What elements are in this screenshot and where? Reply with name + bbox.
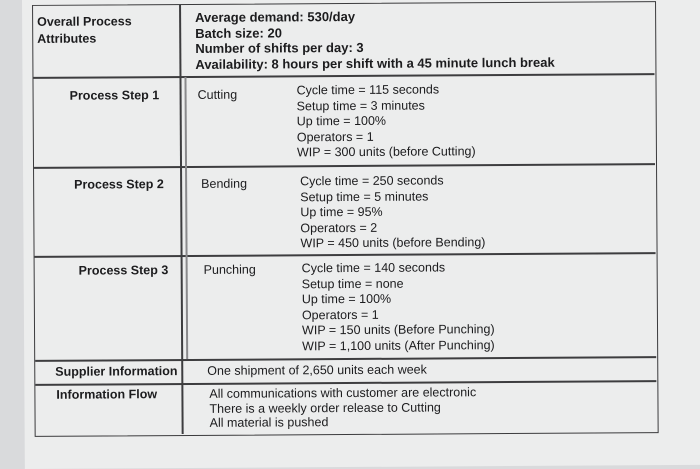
process-attributes-table — [32, 1, 659, 437]
step-2-details — [300, 173, 485, 252]
batch-size: Batch size: 20 — [195, 24, 282, 41]
step-3-wip-before: WIP = 150 units (Before Punching) — [301, 322, 495, 338]
step-2-setup-time: Setup time = 5 minutes — [300, 189, 429, 204]
overall-label-line2: Attributes — [37, 31, 97, 46]
step-3-wip-after: WIP = 1,100 units (After Punching) — [302, 337, 495, 353]
availability: Availability: 8 hours per shift with a 45 minute lunch break — [195, 54, 555, 72]
overall-attributes — [195, 8, 555, 72]
row-divider — [35, 356, 656, 361]
info-flow-line-1: All communications with customer are electronic — [209, 385, 477, 401]
column-divider — [179, 5, 183, 434]
step-1-up-time: Up time = 100% — [296, 113, 387, 129]
shifts-per-day: Number of shifts per day: 3 — [195, 39, 364, 56]
step-1-setup-time: Setup time = 3 minutes — [296, 98, 425, 113]
supplier-text: One shipment of 2,650 units each week — [207, 362, 427, 378]
step-1-wip: WIP = 300 units (before Cutting) — [296, 144, 476, 160]
info-flow-label: Information Flow — [56, 387, 158, 402]
step-2-cycle-time: Cycle time = 250 seconds — [300, 173, 444, 189]
step-1-label: Process Step 1 — [69, 88, 160, 103]
row-divider — [35, 380, 656, 385]
step-3-setup-time: Setup time = none — [301, 276, 404, 291]
supplier-label: Supplier Information — [55, 364, 178, 379]
step-3-up-time: Up time = 100% — [301, 291, 392, 307]
step-3-operators: Operators = 1 — [301, 307, 379, 322]
step-2-wip: WIP = 450 units (before Bending) — [300, 235, 486, 251]
step-1-details — [297, 82, 476, 161]
average-demand: Average demand: 530/day — [195, 8, 356, 25]
step-2-operators: Operators = 2 — [300, 220, 378, 235]
photo-page — [22, 0, 700, 469]
step-1-operators: Operators = 1 — [296, 129, 374, 144]
info-flow-line-2: There is a weekly order release to Cutting — [209, 399, 441, 416]
step-2-up-time: Up time = 95% — [300, 204, 383, 220]
column-divider — [184, 77, 187, 359]
step-2-name: Bending — [201, 176, 248, 191]
step-1-cycle-time: Cycle time = 115 seconds — [296, 82, 440, 98]
row-divider — [35, 252, 656, 257]
overall-label-line1: Overall Process — [37, 14, 132, 29]
step-2-label: Process Step 2 — [74, 177, 164, 192]
step-1-name: Cutting — [197, 87, 238, 102]
step-3-name: Punching — [203, 262, 256, 277]
step-3-details — [302, 260, 495, 354]
step-3-label: Process Step 3 — [78, 263, 169, 278]
info-flow-lines — [209, 385, 476, 430]
row-divider — [34, 163, 655, 168]
info-flow-line-3: All material is pushed — [209, 415, 329, 430]
row-divider — [33, 73, 654, 78]
step-3-cycle-time: Cycle time = 140 seconds — [301, 260, 446, 276]
